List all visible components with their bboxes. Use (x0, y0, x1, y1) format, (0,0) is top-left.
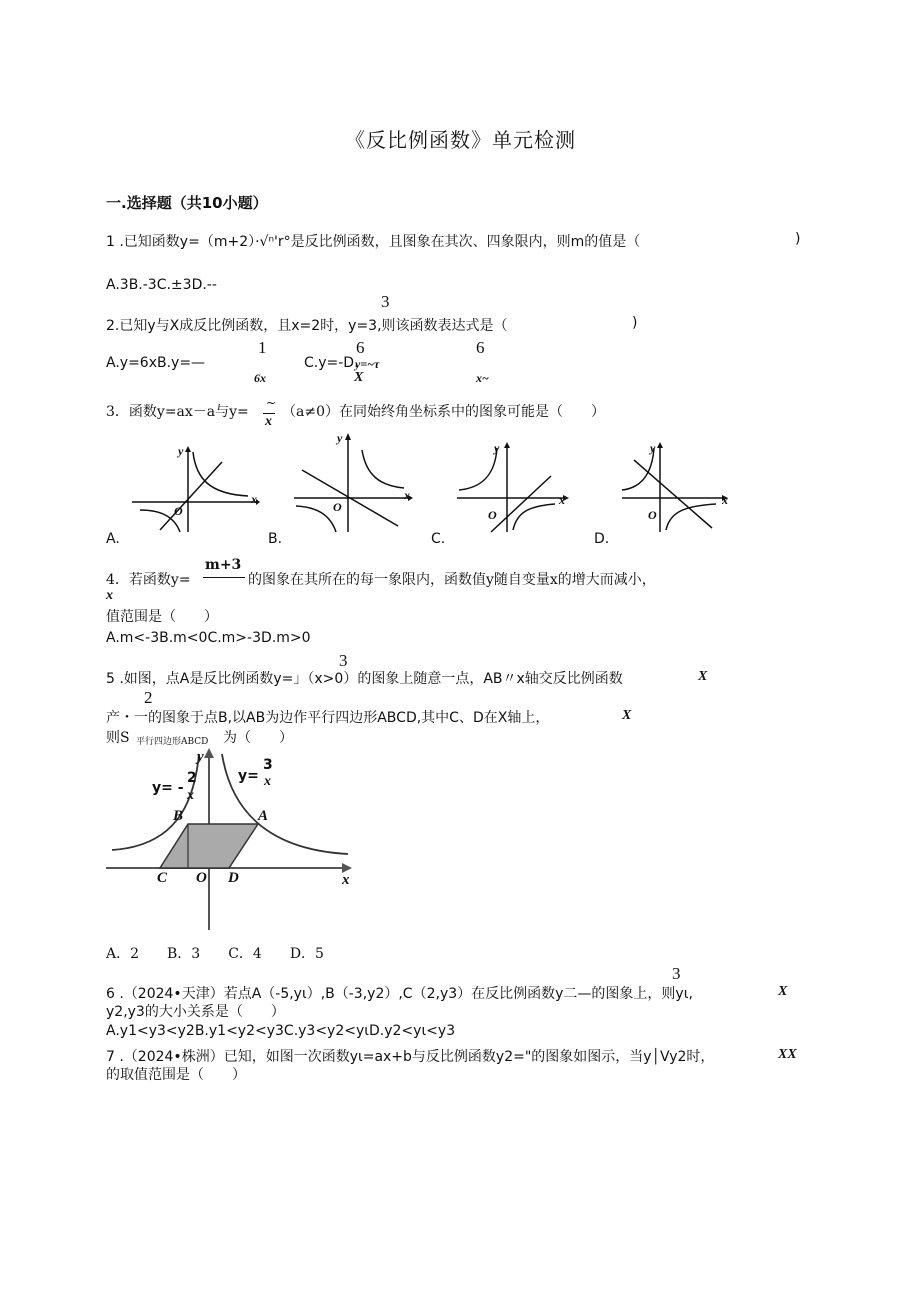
question-5-superscript-3: 3 (339, 651, 348, 670)
question-4-frac-bar (203, 577, 245, 578)
q3-graph-b (292, 430, 414, 534)
question-2-frac2-den: X (354, 370, 364, 385)
question-3-text-b: （a≠0）在同始终角坐标系中的图象可能是（ ） (282, 404, 605, 420)
q3-option-a: A. (106, 531, 120, 547)
q3-option-b: B. (268, 531, 283, 547)
question-2-frac1-den: 6x (254, 371, 266, 385)
question-6-line2: y2,y3的大小关系是（ ） (106, 1004, 285, 1020)
q5-figure (104, 746, 356, 932)
q5-label-left-den: x (187, 788, 194, 803)
q5-label-left-a: y= - (152, 780, 184, 796)
question-1-options: A.3B.-3C.±3D.-- (106, 277, 217, 293)
question-2-frac1-num: 1 (258, 338, 267, 357)
question-1-close: ) (795, 231, 801, 247)
q5-axis-x: x (342, 872, 350, 888)
question-5-line2: 产・一的图象于点B,以AB为边作平行四边形ABCD,其中C、D在X轴上， (106, 710, 550, 726)
question-7-x1: XX (778, 1047, 797, 1062)
question-4-frac-num: m+3 (205, 557, 242, 573)
question-6-options: A.y1<y3<y2B.y1<y2<y3C.y3<y2<yιD.y2<yι<y3 (106, 1023, 456, 1039)
question-3-frac-den: x (265, 414, 272, 429)
q3-c-origin: O (488, 508, 497, 522)
question-2-frac2-num: 6 (356, 338, 365, 357)
q5-point-o: O (196, 870, 207, 886)
question-4-options: A.m<-3B.m<0C.m>-3D.m>0 (106, 630, 311, 646)
question-6-x1: X (778, 984, 788, 999)
q5-point-c: C (157, 870, 168, 886)
q3-d-origin: O (648, 508, 657, 522)
question-2-superscript: 3 (381, 292, 390, 311)
q5-point-d: D (228, 870, 239, 886)
question-7-text: 7 .（2024•株洲）已知，如图一次函数yι=ax+b与反比例函数y2="的图象如图示，当y│Vy2时， (106, 1049, 715, 1065)
question-3-text-a: 3．函数y=ax－a与y= (106, 404, 249, 420)
q5-label-left-num: 2 (187, 770, 197, 786)
q3-d-x-label: x (722, 493, 728, 507)
question-4-line2: 值范围是（ ） (106, 609, 218, 625)
q3-a-origin: O (174, 504, 183, 518)
question-5-line3-b: 为（ ） (223, 730, 293, 746)
question-4-text-b: 的图象在其所在的每一象限内，函数值y随自变量x的增大而减小， (248, 572, 656, 588)
q3-b-x-label: x (404, 488, 410, 502)
q5-axis-y: y (197, 749, 204, 765)
question-5-line3-sub: 平行四边形ABCD (136, 737, 209, 747)
question-2-text: 2.已知y与X成反比例函数，且x=2时，y=3,则该函数表达式是（ (106, 318, 508, 334)
q3-graph-c (455, 440, 573, 534)
question-5-x1: X (698, 669, 708, 684)
question-4-text-a: 4．若函数y= (106, 572, 191, 588)
q5-point-a: A (258, 808, 269, 824)
question-7-line2: 的取值范围是（ ） (106, 1067, 246, 1083)
question-2-option-c: C.y=-D. (304, 355, 359, 371)
q5-label-right-den: x (264, 774, 271, 789)
q3-a-x-label: x (251, 492, 257, 506)
question-2-frac3-num: 6 (476, 338, 485, 357)
q5-point-b: B (173, 808, 184, 824)
section-heading: 一.选择题（共10小题） (106, 194, 268, 212)
q3-c-x-label: x (559, 493, 565, 507)
question-6-text: 6 .（2024•天津）若点A（-5,yι）,B（-3,y2）,C（2,y3）在反比例函数y二—的图象上，则yι, (106, 986, 693, 1002)
q3-d-y-label: y (650, 441, 656, 455)
q3-option-c: C. (431, 531, 446, 547)
question-5-x2: X (622, 708, 632, 723)
q3-a-y-label: y (178, 444, 184, 458)
q3-option-d: D. (594, 531, 610, 547)
question-3-frac-num: ~ (266, 396, 277, 410)
question-2-option-a: A.y=6xB.y=— (106, 355, 206, 371)
question-2-option-c2: y=~τ (355, 357, 380, 371)
q5-label-right-a: y= (238, 768, 259, 784)
question-5-options: A．2 B．3 C．4 D．5 (106, 946, 324, 962)
q3-c-y-label: y (494, 441, 500, 455)
question-6-superscript: 3 (672, 964, 681, 983)
question-1-text: 1 .已知函数y=（m+2）·√ⁿ'r°是反比例函数，且图象在其次、四象限内，则m的值是（ (106, 234, 641, 250)
q3-graph-d (620, 440, 732, 534)
question-5-line3-a: 则S (106, 730, 130, 746)
question-5-superscript-2: 2 (144, 688, 153, 707)
question-2-frac3-den: x~ (476, 371, 489, 385)
question-2-close: ) (632, 315, 638, 331)
q5-label-right-num: 3 (263, 757, 273, 773)
q3-b-origin: O (333, 500, 342, 514)
page-title: 《反比例函数》单元检测 (345, 128, 576, 152)
question-5-text: 5 .如图，点A是反比例函数y=」（x>0）的图象上随意一点，AB〃x轴交反比例函数 (106, 671, 623, 687)
q3-graph-a (130, 444, 260, 534)
question-4-frac-den: x (106, 588, 113, 603)
q3-b-y-label: y (337, 431, 343, 445)
